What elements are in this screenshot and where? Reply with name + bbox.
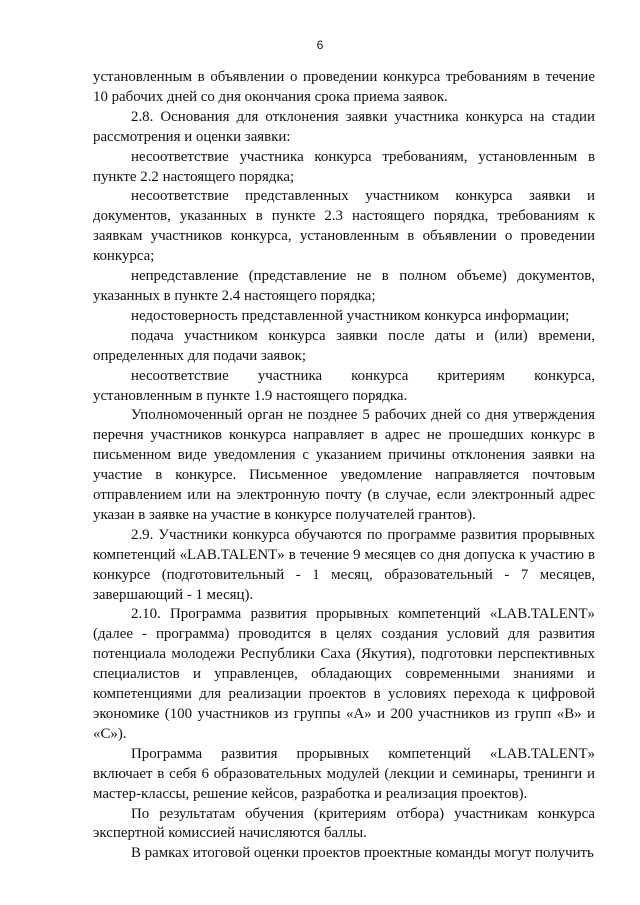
paragraph: По результатам обучения (критериям отбора) участникам конкурса экспертной комиссией начисляются баллы.: [93, 805, 595, 842]
paragraph: Программа развития прорывных компетенций «LAB.TALENT» включает в себя 6 образовательных модулей (лекции и семинары, тренинги и мастер-классы, решение кейсов, разработка и реализация проектов).: [93, 745, 595, 802]
page-number: 6: [316, 38, 324, 52]
paragraph: подача участником конкурса заявки после даты и (или) времени, определенных для подачи заявок;: [93, 327, 595, 364]
paragraph: 2.8. Основания для отклонения заявки участника конкурса на стадии рассмотрения и оценки заявки:: [93, 108, 595, 145]
paragraph: В рамках итоговой оценки проектов проектные команды могут получить: [131, 845, 594, 862]
paragraph: недостоверность представленной участником конкурса информации;: [131, 307, 570, 324]
paragraph: несоответствие представленных участником конкурса заявки и документов, указанных в пункте 2.3 настоящего порядка, требованиям к заявкам участников конкурса, установленным в объявлении о проведении конкурса;: [93, 188, 595, 265]
paragraph: установленным в объявлении о проведении конкурса требованиям в течение 10 рабочих дней со дня окончания срока приема заявок.: [93, 69, 595, 105]
paragraph: Уполномоченный орган не позднее 5 рабочих дней со дня утверждения перечня участников конкурса направляет в адрес не прошедших конкурс в письменном виде уведомления с указанием причины отклонения заявки на участие в конкурсе. Письменное уведомление направляется почтовым отправлением или на электронную почту (в случае, если электронный адрес указан в заявке на участие в конкурсе получателей грантов).: [93, 407, 595, 523]
paragraph: 2.10. Программа развития прорывных компетенций «LAB.TALENT» (далее - программа) проводится в целях создания условий для развития потенциала молодежи Республики Саха (Якутия), подготовки перспективных специалистов и управленцев, обладающих современными знаниями и компетенциями для реализации проектов в условиях перехода к цифровой экономике (100 участников из группы «А» и 200 участников из групп «В» и «С»).: [93, 606, 595, 742]
paragraph: несоответствие участника конкурса требованиям, установленным в пункте 2.2 настоящего порядка;: [93, 148, 595, 185]
document-body: [93, 68, 595, 864]
paragraph: несоответствие участника конкурса критериям конкурса, установленным в пункте 1.9 настоящего порядка.: [93, 367, 595, 404]
paragraph: непредставление (представление не в полном объеме) документов, указанных в пункте 2.4 настоящего порядка;: [93, 268, 595, 304]
paragraph: 2.9. Участники конкурса обучаются по программе развития прорывных компетенций «LAB.TALENT» в течение 9 месяцев со дня допуска к участию в конкурсе (подготовительный - 1 месяц, образовательный - 7 месяцев, завершающий - 1 месяц).: [93, 526, 595, 603]
